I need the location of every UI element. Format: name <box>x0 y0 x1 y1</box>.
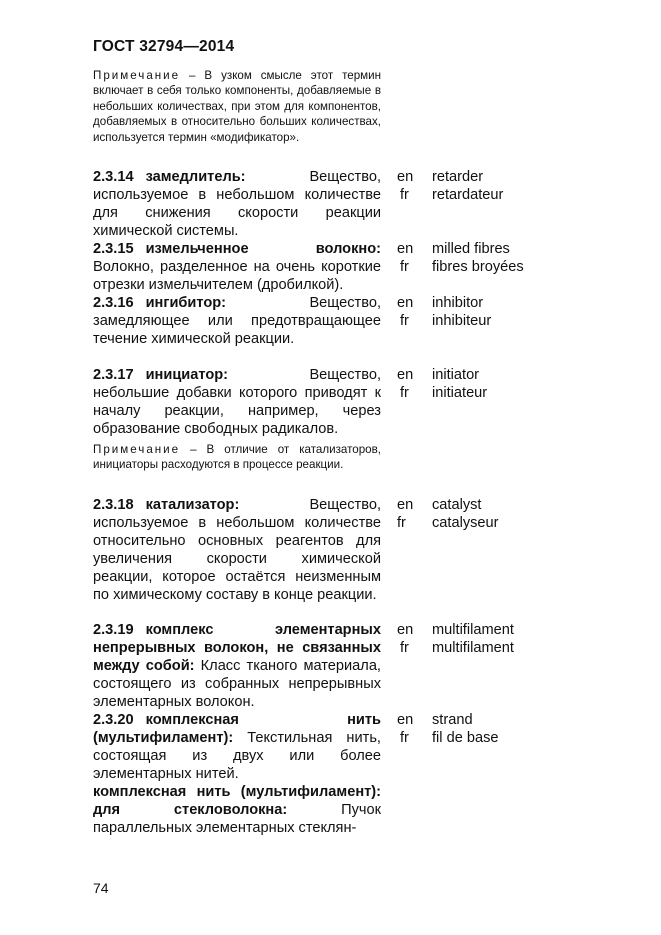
english-equivalent: retarder <box>432 169 484 185</box>
term-entry <box>93 240 381 294</box>
lang-code-fr: fr <box>400 385 409 401</box>
note-text: – В отличие от катализаторов, инициаторы расходуются в процессе реакции. <box>93 443 381 472</box>
note-lead: Примечание <box>93 443 181 456</box>
english-equivalent: initiator <box>432 367 480 383</box>
french-equivalent: catalyseur <box>432 515 499 531</box>
lang-code-fr: fr <box>400 313 409 329</box>
term-definition: Вещество, используемое в небольшом количестве для снижения скорости реакции химической системы. <box>93 169 381 239</box>
note-lead: Примечание <box>93 69 181 82</box>
page-number: 74 <box>93 880 109 896</box>
term-entry <box>93 366 381 438</box>
term-number: 2.3.19 <box>93 622 134 638</box>
term-entry <box>93 711 381 783</box>
term-entry-continued <box>93 783 381 837</box>
note-block <box>93 68 381 145</box>
french-equivalent: multifilament <box>432 640 514 656</box>
term-definition: Вещество, небольшие добавки которого приводят к началу реакции, например, через образование свободных радикалов. <box>93 367 381 437</box>
lang-code-en: en <box>397 622 414 638</box>
term-number: 2.3.20 <box>93 712 134 728</box>
lang-code-en: en <box>397 295 414 311</box>
term-number: 2.3.17 <box>93 367 134 383</box>
term-entry <box>93 168 381 240</box>
lang-code-fr: fr <box>400 730 409 746</box>
english-equivalent: milled fibres <box>432 241 510 257</box>
lang-code-en: en <box>397 241 414 257</box>
term-definition: Вещество, используемое в небольшом количестве относительно основных реагентов для увеличения скорости химической реакции, которое остаётся неизменным по химическому составу в конце реакции. <box>93 497 381 603</box>
french-equivalent: retardateur <box>432 187 504 203</box>
term-definition: Вещество, замедляющее или предотвращающее течение химической реакции. <box>93 295 381 347</box>
note-text: – В узком смысле этот термин включает в себя только компоненты, добавляемые в небольших количествах, при этом для компонентов, добавляемых в относительно больших количествах, используется термин «модификатор». <box>93 69 381 144</box>
english-equivalent: strand <box>432 712 473 728</box>
term-name: катализатор: <box>145 497 240 513</box>
term-number: 2.3.14 <box>93 169 134 185</box>
note-block <box>93 442 381 473</box>
term-name: ингибитор: <box>145 295 227 311</box>
lang-code-en: en <box>397 169 414 185</box>
english-equivalent: inhibitor <box>432 295 484 311</box>
english-equivalent: multifilament <box>432 622 514 638</box>
french-equivalent: fibres broyées <box>432 259 524 275</box>
term-name: измельченное волокно: <box>145 241 381 257</box>
term-definition: Класс тканого материала, состоящего из собранных непрерывных элементарных волокон. <box>93 658 381 710</box>
term-entry <box>93 294 381 348</box>
term-number: 2.3.15 <box>93 241 134 257</box>
term-definition: Пучок параллельных элементарных стеклян- <box>93 802 381 836</box>
term-number: 2.3.16 <box>93 295 134 311</box>
term-entry <box>93 496 381 604</box>
term-definition: Волокно, разделенное на очень короткие отрезки измельчителем (дробилкой). <box>93 259 381 293</box>
lang-code-fr: fr <box>400 187 409 203</box>
lang-code-en: en <box>397 712 414 728</box>
french-equivalent: fil de base <box>432 730 499 746</box>
term-name: инициатор: <box>145 367 229 383</box>
term-entry <box>93 621 381 711</box>
french-equivalent: initiateur <box>432 385 488 401</box>
term-number: 2.3.18 <box>93 497 134 513</box>
document-header: ГОСТ 32794—2014 <box>93 38 235 55</box>
term-name: комплекс элементарных непрерывных волокон, не связанных между собой: <box>93 622 381 674</box>
lang-code-fr: fr <box>397 515 406 531</box>
lang-code-fr: fr <box>400 259 409 275</box>
lang-code-fr: fr <box>400 640 409 656</box>
lang-code-en: en <box>397 497 414 513</box>
english-equivalent: catalyst <box>432 497 482 513</box>
french-equivalent: inhibiteur <box>432 313 492 329</box>
lang-code-en: en <box>397 367 414 383</box>
term-name: замедлитель: <box>145 169 246 185</box>
term-name: комплексная нить (мультифиламент): <box>93 712 381 746</box>
term-name: комплексная нить (мультифиламент): для стекловолокна: <box>93 784 381 818</box>
term-definition: Текстильная нить, состоящая из двух или более элементарных нитей. <box>93 730 381 782</box>
